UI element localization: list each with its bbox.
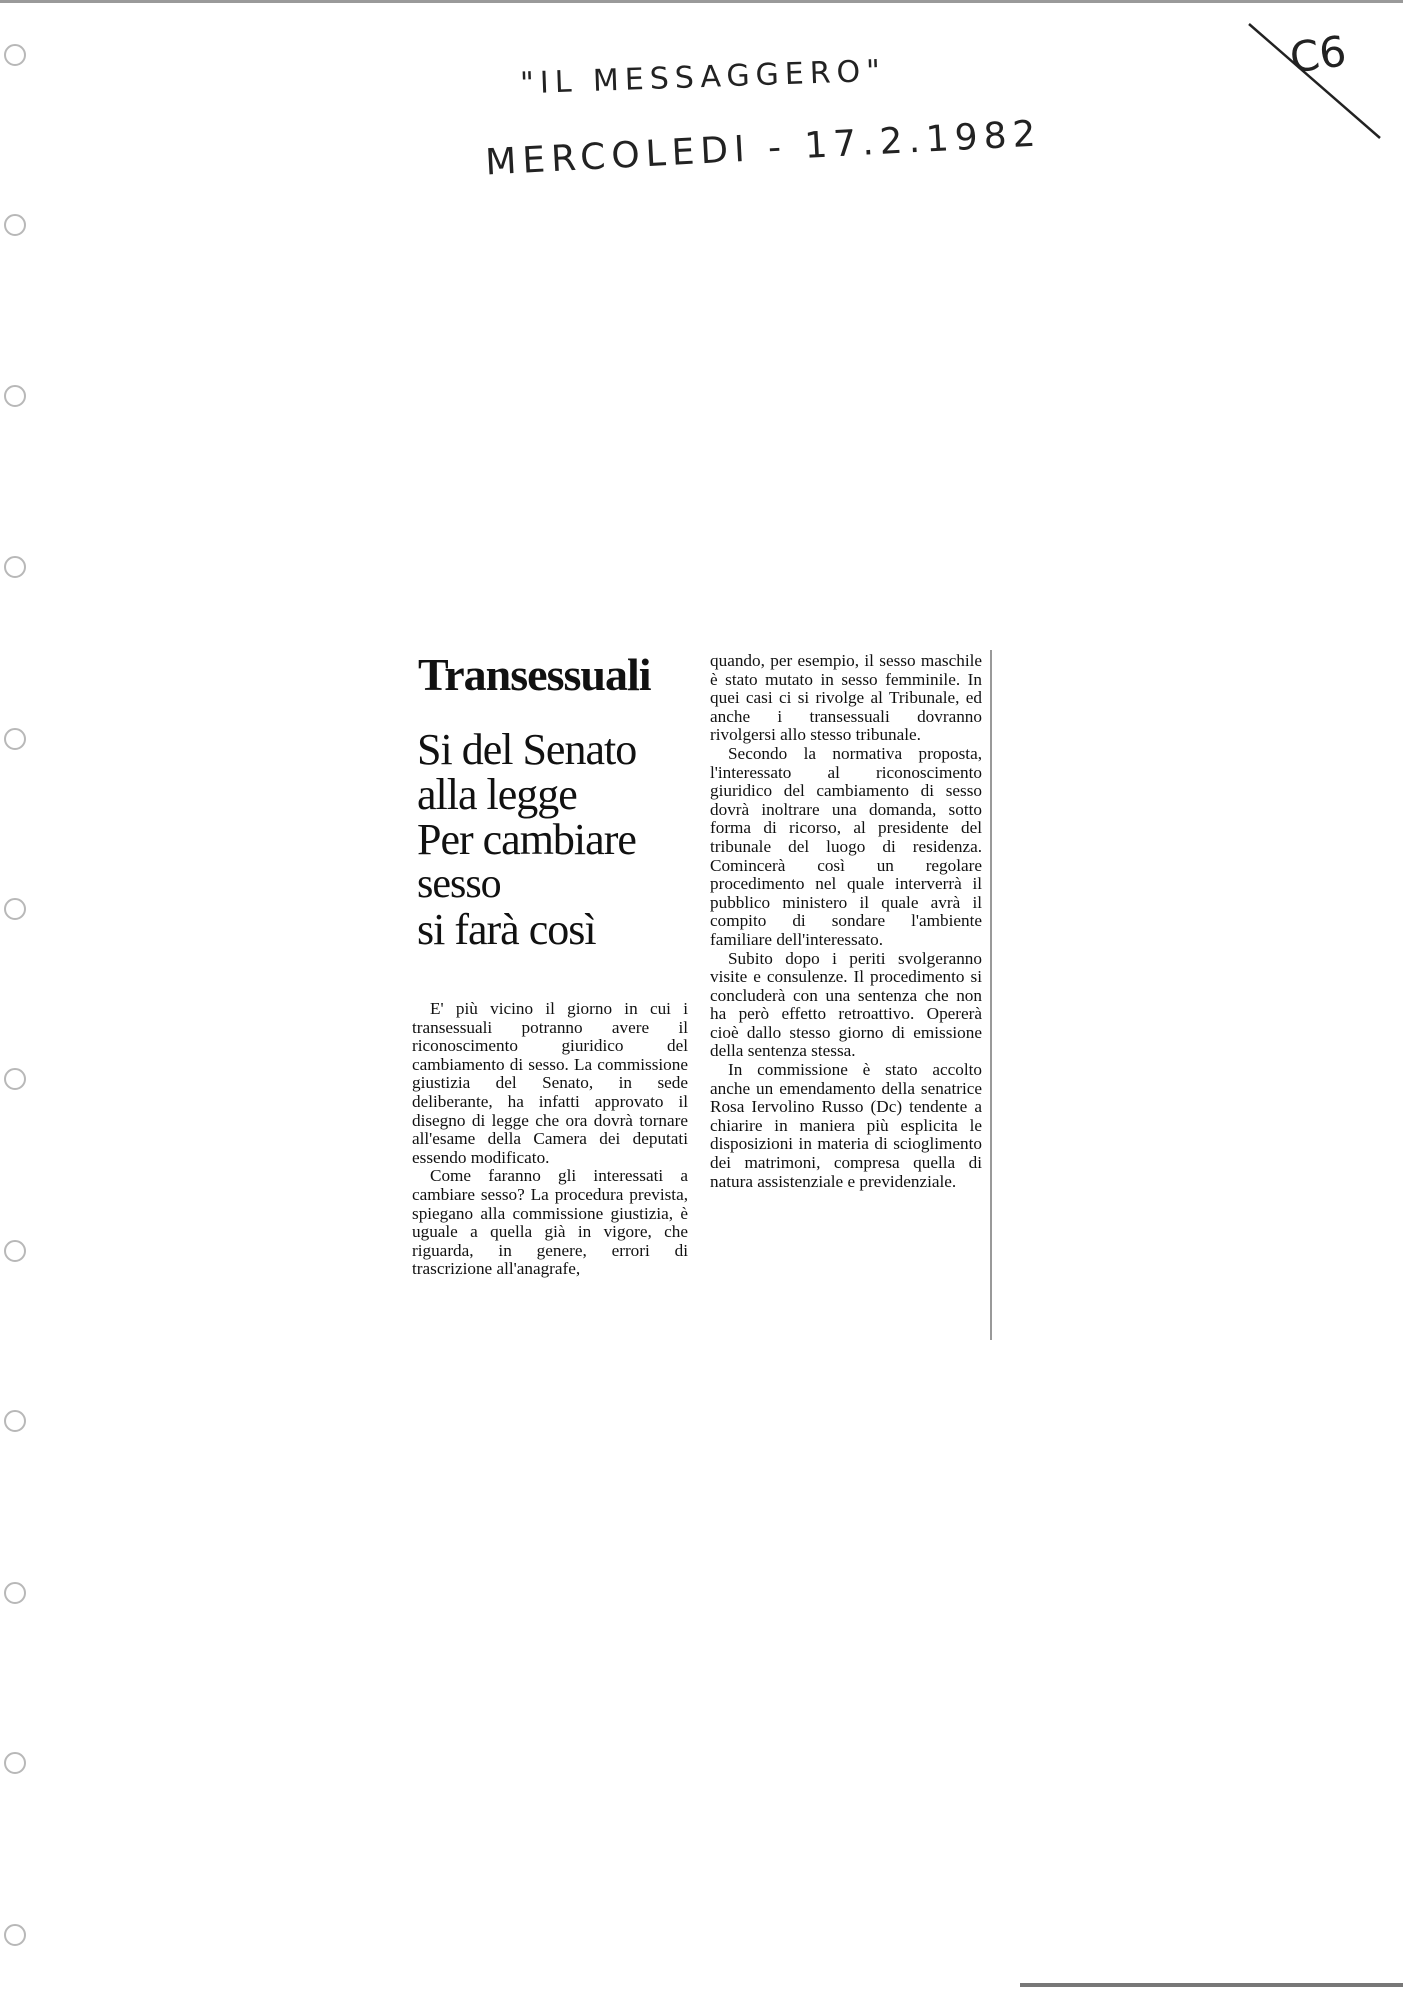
- binder-hole: [4, 1410, 26, 1432]
- article-paragraph: quando, per esempio, il sesso maschile è stato mutato in sesso femminile. In quei casi ci si rivolge al Tribunale, ed anche i transessuali dovranno rivolgersi allo stesso tribunale.: [710, 651, 982, 745]
- headline-line: alla legge: [417, 770, 577, 819]
- binder-hole: [4, 898, 26, 920]
- binder-hole: [4, 556, 26, 578]
- handwritten-page-number: C6: [1286, 26, 1350, 83]
- article-kicker: Transessuali: [418, 649, 651, 700]
- newspaper-clipping: [412, 648, 982, 1338]
- binder-hole: [4, 214, 26, 236]
- article-right-column: [710, 652, 982, 1191]
- headline-line: Per cambiare: [417, 815, 636, 864]
- article-paragraph: Subito dopo i periti svolgeranno visite e consulenze. Il procedimento si concluderà con una sentenza che non ha però effetto retroattivo. Opererà cioè dallo stesso giorno di emissione della sentenza stessa.: [710, 948, 982, 1061]
- binder-hole: [4, 728, 26, 750]
- binder-hole: [4, 1068, 26, 1090]
- handwritten-source: "IL MESSAGGERO": [519, 53, 887, 102]
- binder-hole: [4, 1582, 26, 1604]
- article-body-right: [710, 652, 982, 1191]
- headline-line: si farà così: [417, 905, 596, 954]
- article-paragraph: Come faranno gli interessati a cambiare sesso? La procedura prevista, spiegano alla commissione giustizia, è uguale a quella già in vigore, che riguarda, in genere, errori di trascrizione all'anagrafe,: [412, 1166, 688, 1279]
- headline-line: sesso: [417, 861, 501, 907]
- binder-hole: [4, 1924, 26, 1946]
- scan-bottom-edge: [1020, 1983, 1403, 1987]
- headline-line: Si del Senato: [417, 725, 637, 774]
- article-body-left: [412, 1000, 688, 1279]
- binder-hole: [4, 1240, 26, 1262]
- article-left-column: [412, 648, 688, 1279]
- corner-slash-mark: [1245, 20, 1385, 145]
- article-paragraph: In commissione è stato accolto anche un emendamento della senatrice Rosa Iervolino Russo (Dc) tendente a chiarire in maniera più esplicita le disposizioni in materia di scioglimento dei matrimoni, compresa quella di natura assistenziale e previdenziale.: [710, 1060, 982, 1191]
- article-headline: [417, 727, 688, 952]
- handwritten-date: MERCOLEDI - 17.2.1982: [484, 113, 1043, 184]
- binder-hole: [4, 385, 26, 407]
- clipping-edge-rule: [990, 650, 992, 1340]
- article-paragraph: E' più vicino il giorno in cui i transessuali potranno avere il riconoscimento giuridico del cambiamento di sesso. La commissione giustizia del Senato, in sede deliberante, ha infatti approvato il disegno di legge che ora dovrà tornare all'esame della Camera dei deputati essendo modificato.: [412, 999, 688, 1167]
- binder-hole: [4, 1752, 26, 1774]
- binder-hole: [4, 44, 26, 66]
- scan-top-edge: [0, 0, 1403, 3]
- article-paragraph: Secondo la normativa proposta, l'interessato al riconoscimento giuridico del cambiamento di sesso dovrà inoltrare una domanda, sotto forma di ricorso, al presidente del tribunale del luogo di residenza. Comincerà così un regolare procedimento nel quale interverrà il pubblico ministero il quale avrà il compito di sondare l'ambiente familiare dell'interessato.: [710, 743, 982, 949]
